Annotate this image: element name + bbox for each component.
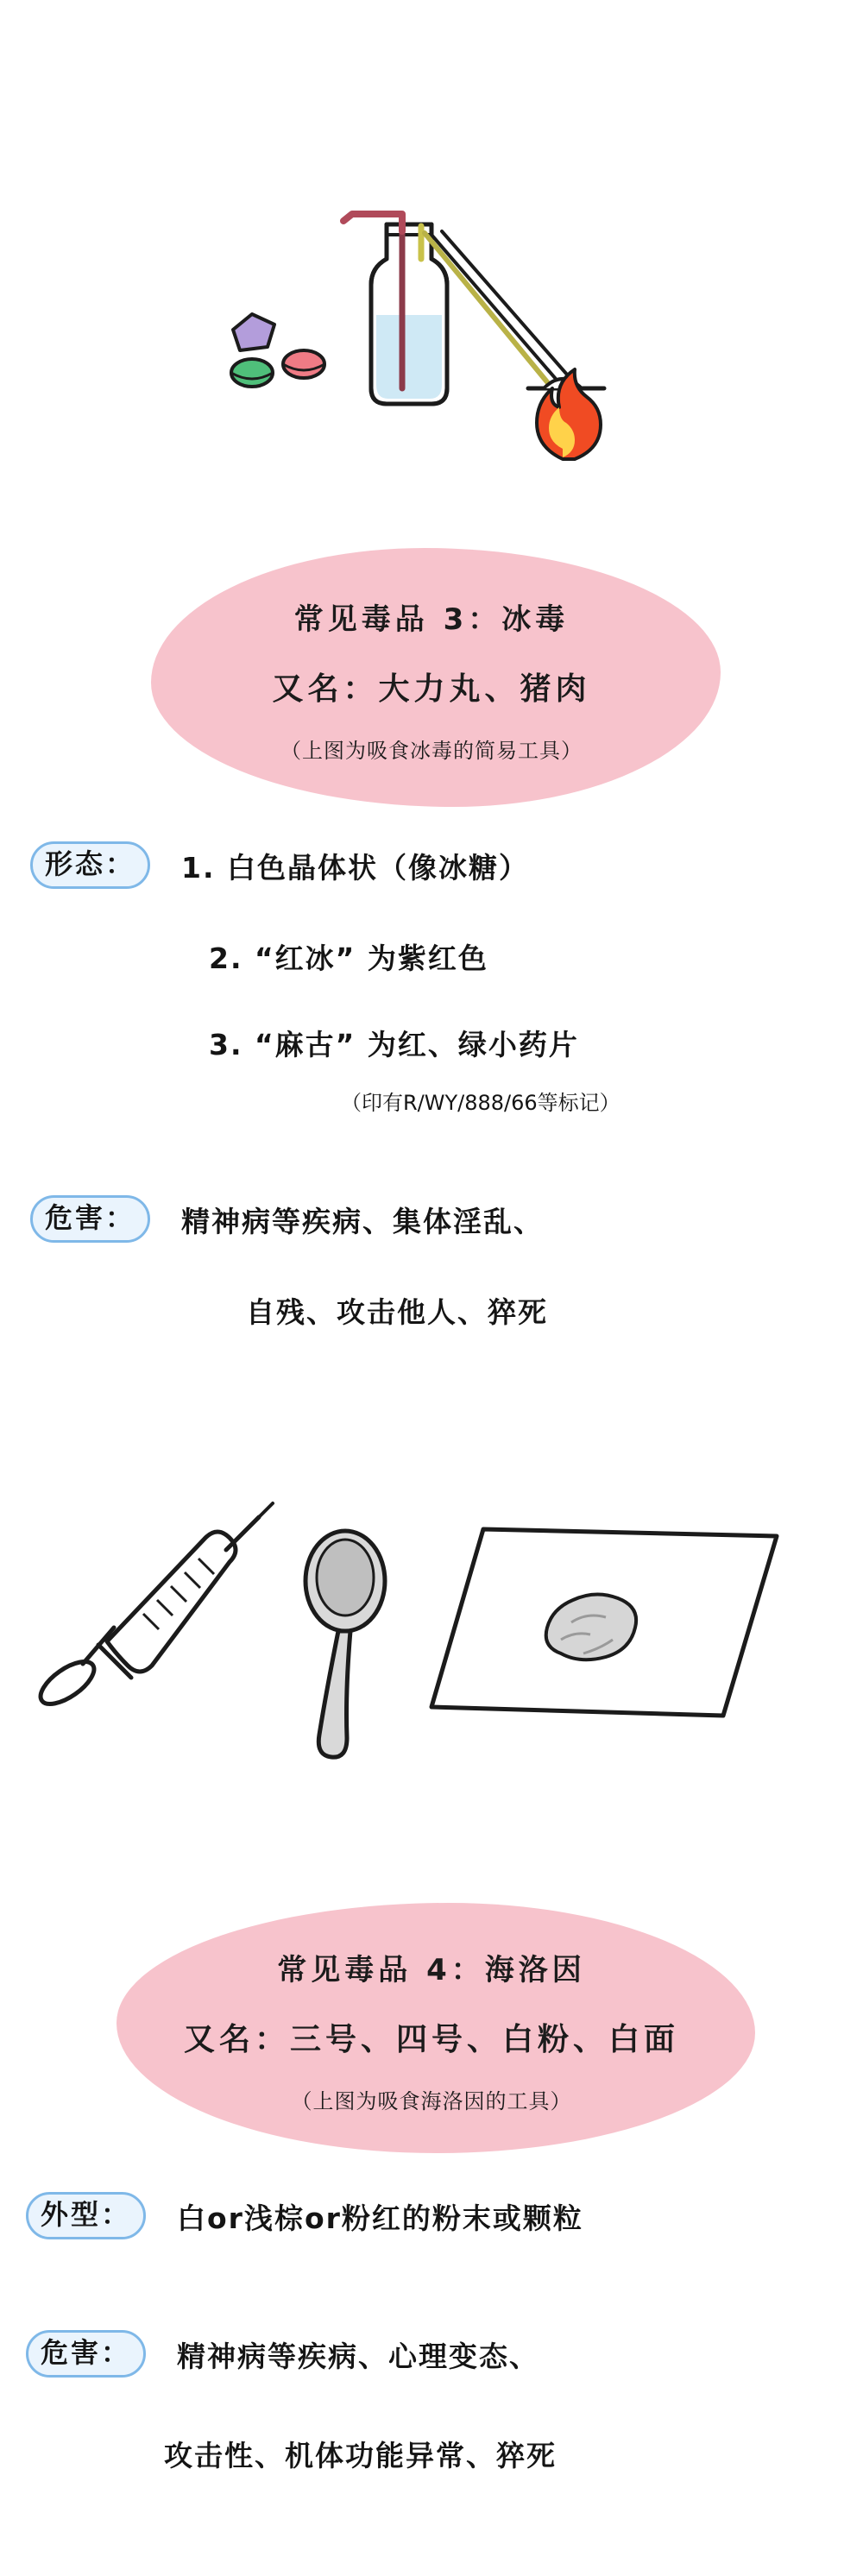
meth-form-subnote: （印有R/WY/888/66等标记）: [341, 1091, 620, 1115]
heroin-harm-label: 危害：: [26, 2330, 146, 2378]
meth-heading-note: （上图为吸食冰毒的简易工具）: [280, 739, 583, 763]
meth-harm-label: 危害：: [30, 1195, 150, 1243]
heroin-appearance-item-1: 白or浅棕or粉红的粉末或颗粒: [177, 2201, 583, 2235]
heroin-heading-note: （上图为吸食海洛因的工具）: [291, 2089, 572, 2113]
meth-harm-item-1: 精神病等疾病、集体淫乱、: [181, 1205, 544, 1238]
heroin-harm-item-1: 精神病等疾病、心理变态、: [177, 2340, 539, 2373]
meth-heading-alias: 又名：大力丸、猪肉: [272, 671, 591, 707]
meth-form-item-3: 3. “麻古” 为红、绿小药片: [209, 1028, 579, 1061]
meth-heading-title: 常见毒品 3：冰毒: [293, 602, 570, 637]
heroin-heading-alias: 又名：三号、四号、白粉、白面: [183, 2022, 679, 2057]
meth-form-label: 形态：: [30, 841, 150, 889]
heroin-appearance-label: 外型：: [26, 2192, 146, 2239]
meth-form-item-1: 1. 白色晶体状（像冰糖）: [181, 851, 529, 885]
meth-harm-item-2: 自残、攻击他人、猝死: [246, 1295, 548, 1329]
heroin-tools-illustration: [0, 1484, 863, 1812]
heroin-harm-item-2: 攻击性、机体功能异常、猝死: [164, 2439, 557, 2472]
heroin-heading-title: 常见毒品 4：海洛因: [277, 1953, 586, 1987]
meth-smoking-kit-illustration: [0, 129, 863, 501]
meth-form-item-2: 2. “红冰” 为紫红色: [209, 942, 488, 975]
